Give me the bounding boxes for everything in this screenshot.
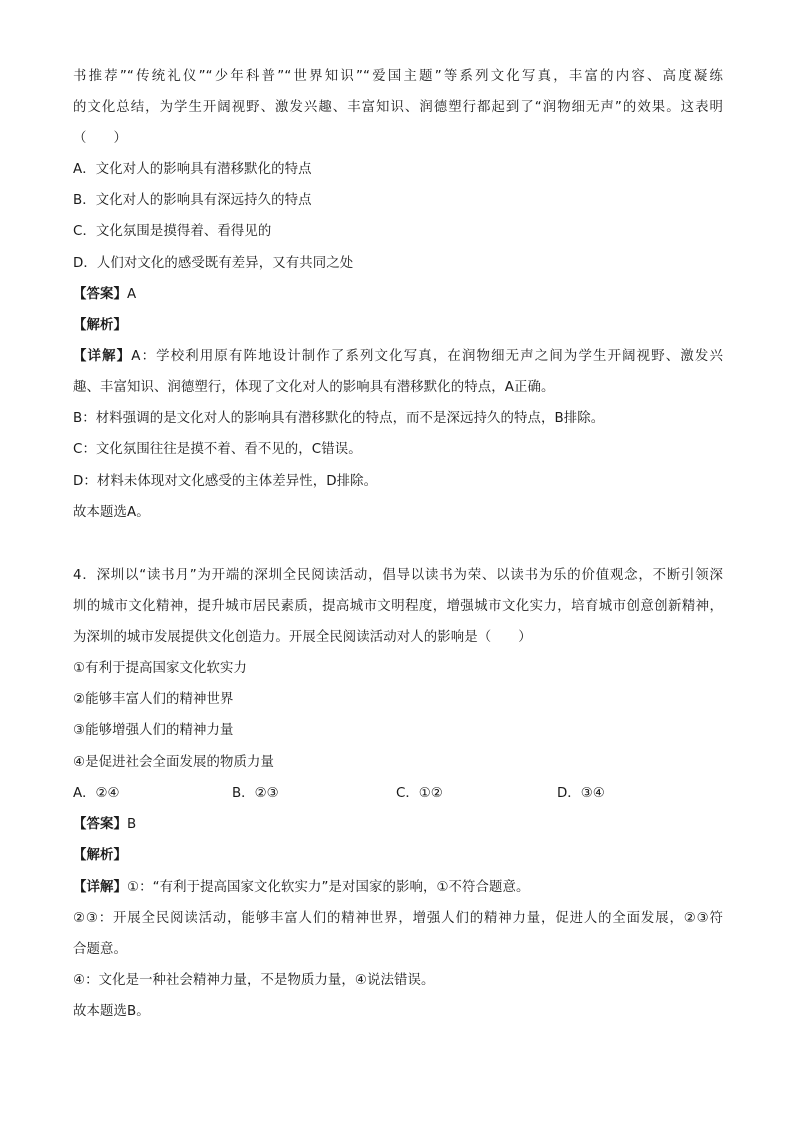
- answer-value: B: [126, 817, 137, 832]
- q4-stem-line: 为深圳的城市发展提供文化创造力。开展全民阅读活动对人的影响是（ ）: [73, 630, 532, 645]
- q4-analysis-heading: [73, 847, 127, 865]
- q3-detail-line: [73, 348, 723, 366]
- q4-item: ④是促进社会全面发展的物质力量: [73, 755, 274, 770]
- q4-option-c: C．①②: [396, 786, 443, 801]
- q4-item: ②能够丰富人们的精神世界: [73, 692, 234, 707]
- q4-conclusion: 故本题选B。: [73, 1004, 150, 1019]
- q3-stem-line: 书推荐”“传统礼仪”“少年科普”“世界知识”“爱国主题”等系列文化写真，丰富的内容、高度凝练: [73, 69, 723, 84]
- q4-option-d: D．③④: [557, 786, 605, 801]
- q4-stem-line: 圳的城市文化精神，提升城市居民素质，提高城市文明程度，增强城市文化实力，培育城市创意创新精神，: [73, 599, 723, 614]
- q3-option-c: C．文化氛围是摸得着、看得见的: [73, 224, 272, 239]
- q4-item: ①有利于提高国家文化软实力: [73, 661, 247, 676]
- q3-answer: [73, 286, 136, 304]
- q4-detail-line: [73, 879, 530, 897]
- answer-tag: 【答案】: [73, 287, 127, 302]
- analysis-tag: 【解析】: [73, 848, 127, 863]
- q3-detail-line: B：材料强调的是文化对人的影响具有潜移默化的特点，而不是深远持久的特点，B排除。: [73, 411, 605, 426]
- q4-answer: [73, 816, 136, 834]
- q3-stem-line: 的文化总结，为学生开阔视野、激发兴趣、丰富知识、润德塑行都起到了“润物细无声”的效果。这表明: [73, 100, 723, 115]
- q4-item: ③能够增强人们的精神力量: [73, 723, 234, 738]
- q3-detail-line: 趣、丰富知识、润德塑行，体现了文化对人的影响具有潜移默化的特点，A正确。: [73, 380, 555, 395]
- q4-detail-line: ②③：开展全民阅读活动，能够丰富人们的精神世界，增强人们的精神力量，促进人的全面发展，②③符: [73, 911, 723, 926]
- q3-option-a: A．文化对人的影响具有潜移默化的特点: [73, 162, 312, 177]
- detail-text: ①：“有利于提高国家文化软实力”是对国家的影响，①不符合题意。: [126, 880, 530, 895]
- answer-tag: 【答案】: [73, 817, 127, 832]
- q3-detail-line: D：材料未体现对文化感受的主体差异性，D排除。: [73, 474, 378, 489]
- q4-option-b: B．②③: [232, 786, 279, 801]
- q3-option-b: B．文化对人的影响具有深远持久的特点: [73, 193, 312, 208]
- q3-conclusion: 故本题选A。: [73, 505, 150, 520]
- detail-tag: 【详解】: [73, 880, 127, 895]
- analysis-tag: 【解析】: [73, 318, 127, 333]
- q3-detail-line: C：文化氛围往往是摸不着、看不见的，C错误。: [73, 442, 362, 457]
- q4-option-a: A．②④: [73, 786, 120, 801]
- detail-tag: 【详解】: [73, 349, 132, 364]
- q3-analysis-heading: [73, 317, 127, 335]
- q4-stem-line: 4．深圳以“读书月”为开端的深圳全民阅读活动，倡导以读书为荣、以读书为乐的价值观念，不断引领深: [73, 568, 723, 583]
- answer-value: A: [126, 287, 137, 302]
- detail-text: A：学校利用原有阵地设计制作了系列文化写真，在润物细无声之间为学生开阔视野、激发兴: [131, 349, 723, 364]
- q4-detail-line: 合题意。: [73, 942, 127, 957]
- q3-stem-blank: （ ）: [73, 131, 127, 146]
- q3-option-d: D．人们对文化的感受既有差异，又有共同之处: [73, 256, 354, 271]
- q4-detail-line: ④：文化是一种社会精神力量，不是物质力量，④说法错误。: [73, 973, 435, 988]
